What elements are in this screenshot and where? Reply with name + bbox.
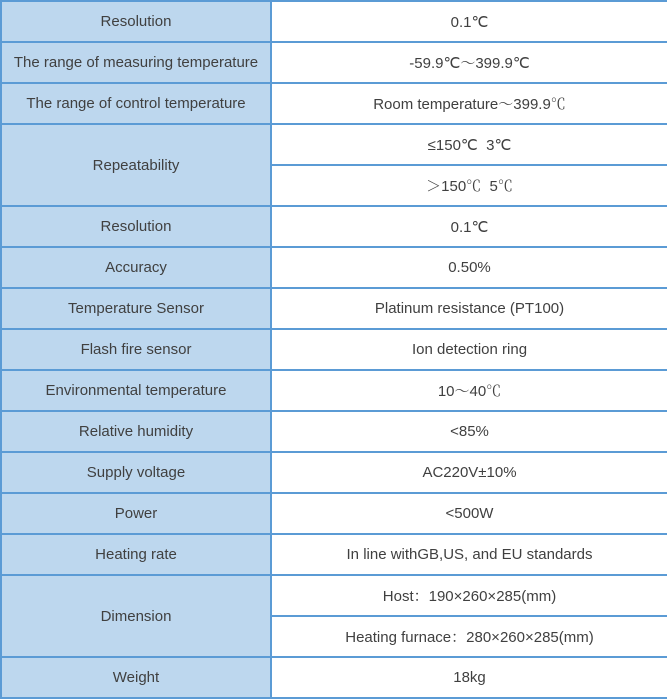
- value-accuracy: 0.50%: [271, 247, 667, 288]
- table-row: [1, 124, 667, 165]
- value-flash-fire-sensor: Ion detection ring: [271, 329, 667, 370]
- table-row: [1, 534, 667, 575]
- value-heating-rate: In line withGB,US, and EU standards: [271, 534, 667, 575]
- table-row: [1, 411, 667, 452]
- label-relative-humidity: Relative humidity: [1, 411, 271, 452]
- table-row: [1, 657, 667, 698]
- table-row: [1, 1, 667, 42]
- value-power: <500W: [271, 493, 667, 534]
- table-row: [1, 83, 667, 124]
- label-control-temperature-range: The range of control temperature: [1, 83, 271, 124]
- value-environmental-temperature: 10～40℃: [271, 370, 667, 411]
- table-row: [1, 575, 667, 616]
- value-relative-humidity: <85%: [271, 411, 667, 452]
- value-dimension-heating-furnace: Heating furnace：280×260×285(mm): [271, 616, 667, 657]
- label-heating-rate: Heating rate: [1, 534, 271, 575]
- label-temperature-sensor: Temperature Sensor: [1, 288, 271, 329]
- value-resolution-1: 0.1℃: [271, 1, 667, 42]
- label-weight: Weight: [1, 657, 271, 698]
- label-resolution-1: Resolution: [1, 1, 271, 42]
- table-row: [1, 288, 667, 329]
- value-dimension-host: Host：190×260×285(mm): [271, 575, 667, 616]
- label-power: Power: [1, 493, 271, 534]
- label-measuring-temperature-range: The range of measuring temperature: [1, 42, 271, 83]
- value-temperature-sensor: Platinum resistance (PT100): [271, 288, 667, 329]
- value-resolution-2: 0.1℃: [271, 206, 667, 247]
- table-row: [1, 247, 667, 288]
- label-supply-voltage: Supply voltage: [1, 452, 271, 493]
- table-row: [1, 493, 667, 534]
- label-accuracy: Accuracy: [1, 247, 271, 288]
- value-repeatability-high-range: ＞150℃ 5℃: [271, 165, 667, 206]
- value-supply-voltage: AC220V±10%: [271, 452, 667, 493]
- label-flash-fire-sensor: Flash fire sensor: [1, 329, 271, 370]
- table-row: [1, 370, 667, 411]
- label-dimension: Dimension: [1, 575, 271, 657]
- table-row: [1, 452, 667, 493]
- value-repeatability-low-range: ≤150℃ 3℃: [271, 124, 667, 165]
- table-row: [1, 206, 667, 247]
- value-weight: 18kg: [271, 657, 667, 698]
- label-resolution-2: Resolution: [1, 206, 271, 247]
- table-row: [1, 42, 667, 83]
- label-environmental-temperature: Environmental temperature: [1, 370, 271, 411]
- value-measuring-temperature-range: -59.9℃～399.9℃: [271, 42, 667, 83]
- table-row: [1, 329, 667, 370]
- value-control-temperature-range: Room temperature～399.9℃: [271, 83, 667, 124]
- label-repeatability: Repeatability: [1, 124, 271, 206]
